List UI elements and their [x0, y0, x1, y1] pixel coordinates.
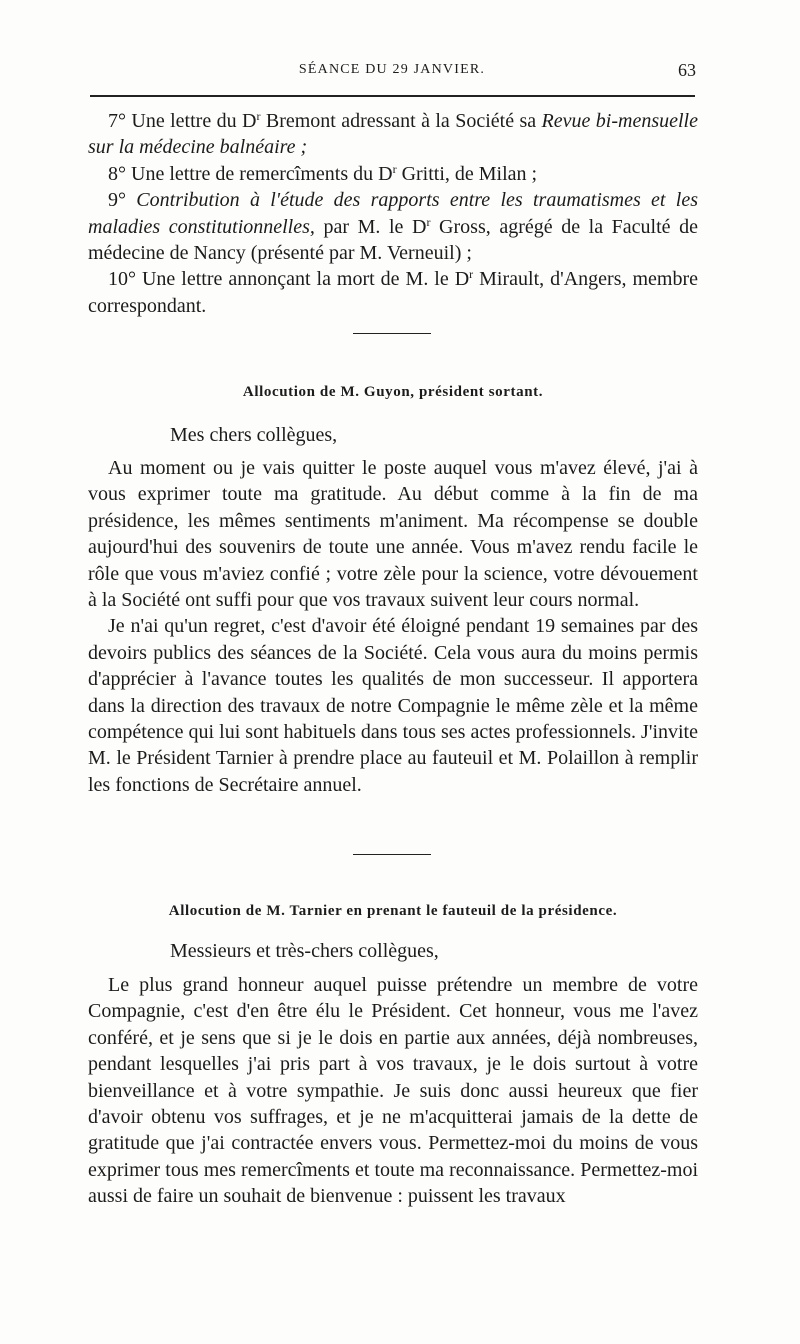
- speech-guyon-paragraph-2: Je n'ai qu'un regret, c'est d'avoir été éloigné pendant 19 semaines par des devoirs publics des séances de la Société. Cela vous aura du moins permis d'apprécier à l'avance toutes les qualités de mon successeur. Il apportera dans la direction des travaux de notre Compagnie le même zèle et la même compétence qui lui sont habituels dans tous ses actes professionnels. J'invite M. le Président Tarnier à prendre place au fauteuil et M. Polaillon à remplir les fonctions de Secrétaire annuel.: [88, 615, 698, 796]
- item-10: 10° Une lettre annonçant la mort de M. le $D^r$ Mirault, d'Angers, membre correspondant.: [88, 267, 698, 317]
- item-list: [88, 108, 698, 319]
- running-title: SÉANCE DU 29 JANVIER.: [298, 62, 486, 77]
- section-divider-2: [353, 854, 431, 855]
- speech-tarnier: [88, 972, 698, 1210]
- page-number: 63: [678, 60, 696, 80]
- salutation-tarnier: Messieurs et très-chers collègues,: [170, 940, 439, 962]
- salutation-guyon: Mes chers collègues,: [170, 424, 338, 446]
- item-8: 8° Une lettre de remercîments du $D^r$ Gritti, de Milan ;: [108, 161, 538, 185]
- running-header: [88, 58, 696, 82]
- item-7: 7° Une lettre du $D^r$ Bremont adressant à la Société sa Revue bi-mensuelle sur la médecine balnéaire ;: [88, 109, 698, 159]
- header-rule: [90, 95, 695, 97]
- section-heading-tarnier: Allocution de M. Tarnier en prenant le fauteuil de la présidence.: [168, 903, 618, 919]
- speech-tarnier-paragraph-1: Le plus grand honneur auquel puisse prétendre un membre de votre Compagnie, c'est d'en être élu le Président. Cet honneur, vous me l'avez conféré, et je sens que si je le dois en partie aux années, déjà nombreuses, pendant lesquelles j'ai pris part à vos travaux, je le dois surtout à votre bienveillance et à votre sympathie. Je suis donc aussi heureux que fier d'avoir obtenu vos suffrages, et je ne m'acquitterai jamais de la dette de gratitude que j'ai contractée envers vous. Permettez-moi du moins de vous exprimer tous mes remercîments et toute ma reconnaissance. Permettez-moi aussi de faire un souhait de bienvenue : puissent les travaux: [88, 974, 698, 1208]
- section-divider-1: [353, 333, 431, 334]
- item-9: 9° Contribution à l'étude des rapports entre les traumatismes et les maladies constitutionnelles, par M. le $D^r$ Gross, agrégé de la Faculté de médecine de Nancy (présenté par M. Verneuil) ;: [88, 189, 699, 265]
- speech-guyon: [88, 455, 698, 798]
- section-heading-guyon: Allocution de M. Guyon, président sortant.: [242, 384, 544, 400]
- speech-guyon-paragraph-1: Au moment ou je vais quitter le poste auquel vous m'avez élevé, j'ai à vous exprimer toute ma gratitude. Au début comme à la fin de ma présidence, les mêmes sentiments m'animent. Ma récompense se double aujourd'hui des souvenirs de toute une année. Vous m'avez rendu facile le rôle que vous m'aviez confié ; votre zèle pour la science, votre dévouement à la Société ont suffi pour que vos travaux suivent leur cours normal.: [88, 457, 698, 612]
